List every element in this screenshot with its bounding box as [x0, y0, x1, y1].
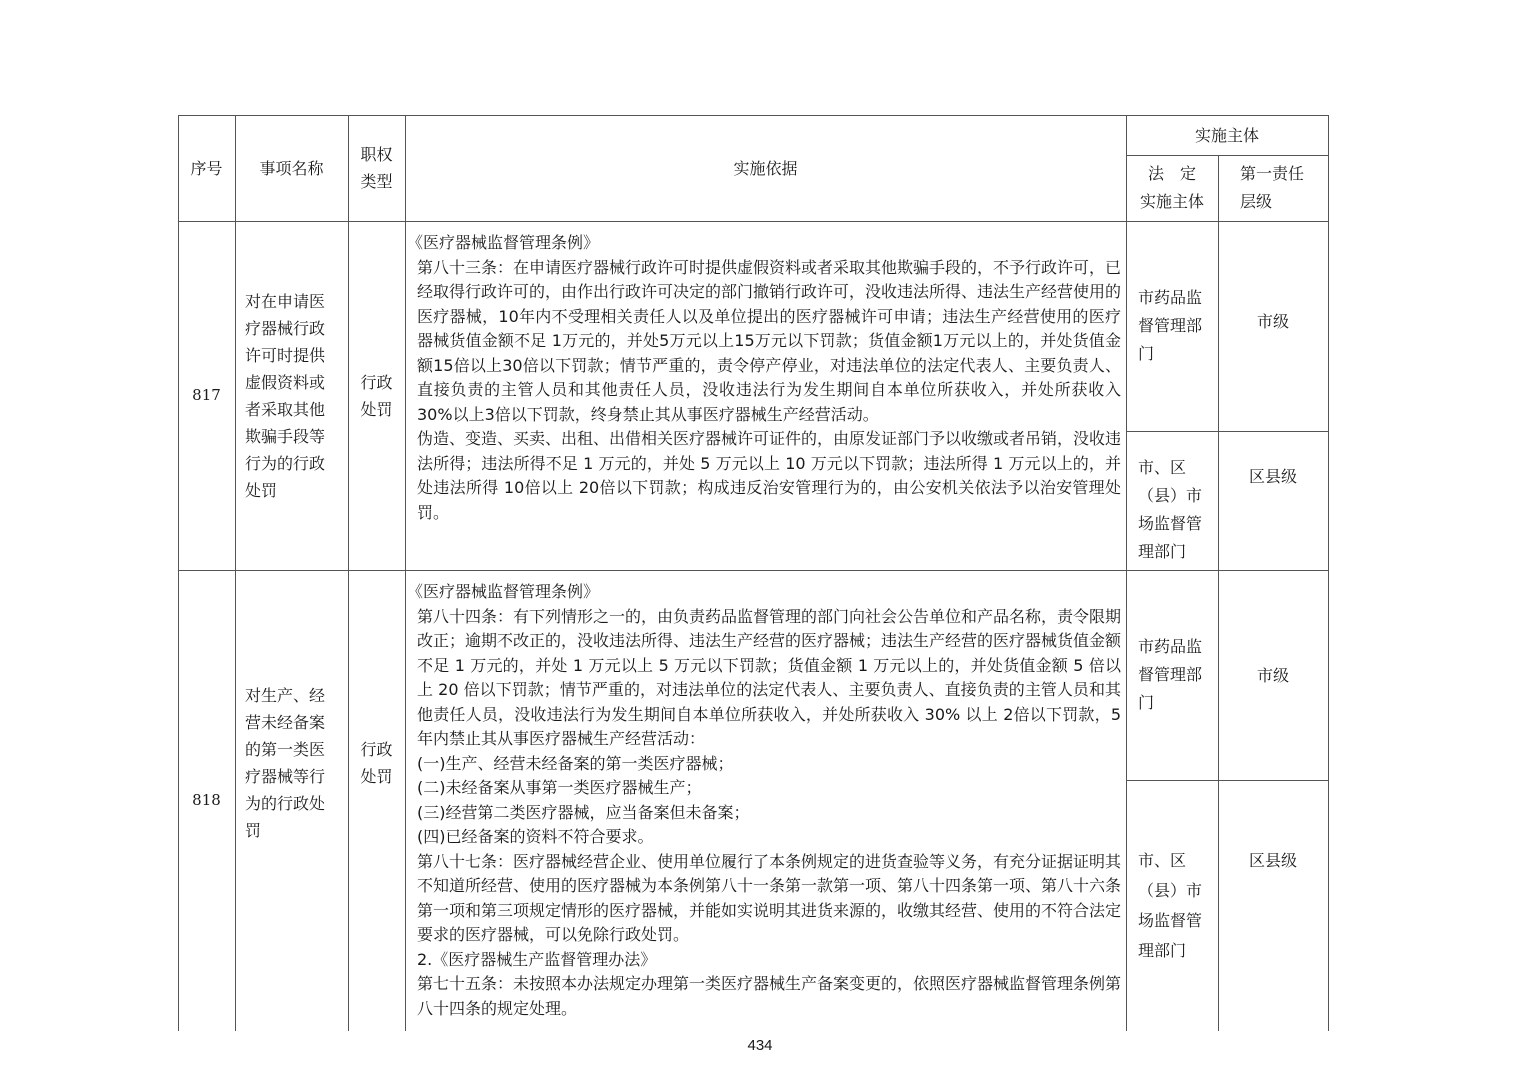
- table-row-level: [1218, 570, 1328, 780]
- table-row-legal-subject: [1126, 431, 1218, 570]
- table-row-item-name: [235, 570, 348, 956]
- legal-subject-value: 市、区（县）市场监督管理部门: [1138, 457, 1203, 561]
- header-power-type-line2: 类型: [360, 172, 393, 191]
- legal-subject-value: 市药品监督管理部门: [1138, 288, 1203, 363]
- header-item-name-label: 事项名称: [259, 158, 324, 178]
- basis-paragraph: 《医疗器械监督管理条例》: [407, 582, 600, 601]
- table-row-legal-subject: [1126, 221, 1218, 431]
- header-legal-subject: [1126, 155, 1218, 221]
- table-row-legal-subject: [1126, 780, 1218, 1031]
- basis-paragraph: 第七十五条：未按照本办法规定办理第一类医疗器械生产备案变更的，依照医疗器械监督管理条例第八十四条的规定处理。: [417, 974, 1122, 1018]
- row-item-name-value: 对生产、经营未经备案的第一类医疗器械等行为的行政处罚: [245, 686, 326, 840]
- table-row-item-name: [235, 221, 348, 570]
- basis-paragraph: 伪造、变造、买卖、出租、出借相关医疗器械许可证件的，由原发证部门予以收缴或者吊销，没收违法所得；违法所得不足 1 万元的，并处 5 万元以上 10 万元以下罚款；违法所得 1 万元以上的，并处违法所得 10倍以上 20倍以下罚款；构成违反治安管理行为的，由公安机关依法予以治安管理处罚。: [417, 429, 1122, 522]
- legal-subject-value: 市药品监督管理部门: [1138, 637, 1203, 712]
- table-row-basis: [407, 231, 1121, 525]
- table-row-level: [1218, 221, 1328, 431]
- header-item-name: [235, 115, 348, 221]
- table-row-seq: [178, 570, 235, 1031]
- header-subject-label: 实施主体: [1194, 125, 1259, 145]
- level-value: 市级: [1256, 312, 1289, 331]
- row-power-type-value: 行政处罚: [360, 372, 393, 419]
- table-row-level: [1218, 780, 1328, 940]
- header-level-line1: 第一责任: [1240, 164, 1305, 183]
- header-power-type-line1: 职权: [360, 145, 393, 164]
- basis-paragraph: 第八十四条：有下列情形之一的，由负责药品监督管理的部门向社会公告单位和产品名称，责令限期改正；逾期不改正的，没收违法所得、违法生产经营的医疗器械；违法生产经营的医疗器械货值金额不足 1 万元的，并处 1 万元以上 5 万元以下罚款；货值金额 1 万元以上的，并处货值金额 5 倍以上 20 倍以下罚款；情节严重的，对违法单位的法定代表人、主要负责人、直接负责的主管人员和其他责任人员，没收违法行为发生期间自本单位所获收入，并处所获收入 30% 以上 2倍以下罚款，5年内禁止其从事医疗器械生产经营活动：: [417, 606, 1122, 748]
- table-row-legal-subject: [1126, 570, 1218, 780]
- level-value: 区县级: [1248, 850, 1297, 870]
- table-row-power-type: [348, 570, 405, 956]
- table-row-basis: [407, 580, 1121, 1021]
- header-legal-subject-line2: 实施主体: [1139, 192, 1204, 211]
- basis-paragraph: (四)已经备案的资料不符合要求。: [417, 827, 654, 846]
- row-item-name-value: 对在申请医疗器械行政许可时提供虚假资料或者采取其他欺骗手段等行为的行政处罚: [245, 291, 326, 500]
- basis-paragraph: 第八十三条：在申请医疗器械行政许可时提供虚假资料或者采取其他欺骗手段的，不予行政许可，已经取得行政许可的，由作出行政许可决定的部门撤销行政许可，没收违法所得、违法生产经营使用的医疗器械，10年内不受理相关责任人以及单位提出的医疗器械许可申请；违法生产经营使用的医疗器械货值金额不足 1万元的，并处5万元以上15万元以下罚款；货值金额1万元以上的，并处货值金额15倍以上30倍以下罚款；情节严重的，责令停产停业，对违法单位的法定代表人、主要负责人、直接负责的主管人员和其他责任人员，没收违法行为发生期间自本单位所获收入，并处所获收入30%以上3倍以下罚款，终身禁止其从事医疗器械生产经营活动。: [417, 257, 1122, 424]
- basis-paragraph: (二)未经备案从事第一类医疗器械生产；: [417, 778, 702, 797]
- header-seq: [178, 115, 235, 221]
- table-row-seq: [178, 221, 235, 570]
- basis-paragraph: (三)经营第二类医疗器械，应当备案但未备案；: [417, 802, 750, 822]
- header-subject: [1126, 115, 1328, 155]
- basis-paragraph: 第八十七条：医疗器械经营企业、使用单位履行了本条例规定的进货查验等义务，有充分证据证明其不知道所经营、使用的医疗器械为本条例第八十一条第一款第一项、第八十四条第一项、第八十六条第一项和第三项规定情形的医疗器械，并能如实说明其进货来源的，收缴其经营、使用的不符合法定要求的医疗器械，可以免除行政处罚。: [417, 851, 1122, 944]
- page-number: 434: [747, 1037, 773, 1054]
- level-value: 区县级: [1248, 467, 1297, 486]
- basis-paragraph: 《医疗器械监督管理条例》: [407, 233, 600, 252]
- table-row-power-type: [348, 221, 405, 570]
- header-level: [1218, 155, 1328, 221]
- header-basis: [405, 115, 1126, 221]
- row-seq-value: 818: [192, 791, 221, 809]
- basis-paragraph: (一)生产、经营未经备案的第一类医疗器械；: [417, 753, 734, 773]
- level-value: 市级: [1256, 665, 1289, 685]
- legal-subject-value: 市、区（县）市场监督管理部门: [1138, 850, 1203, 960]
- basis-paragraph: 2.《医疗器械生产监督管理办法》: [417, 949, 657, 969]
- regulation-table: [178, 115, 1329, 1031]
- header-level-line2: 层级: [1240, 192, 1273, 211]
- header-basis-label: 实施依据: [733, 158, 798, 178]
- row-power-type-value: 行政处罚: [360, 740, 393, 786]
- header-seq-label: 序号: [190, 158, 223, 178]
- header-power-type: [348, 115, 405, 221]
- header-legal-subject-line1: 法 定: [1147, 164, 1196, 183]
- row-seq-value: 817: [192, 386, 221, 404]
- table-row-level: [1218, 431, 1328, 570]
